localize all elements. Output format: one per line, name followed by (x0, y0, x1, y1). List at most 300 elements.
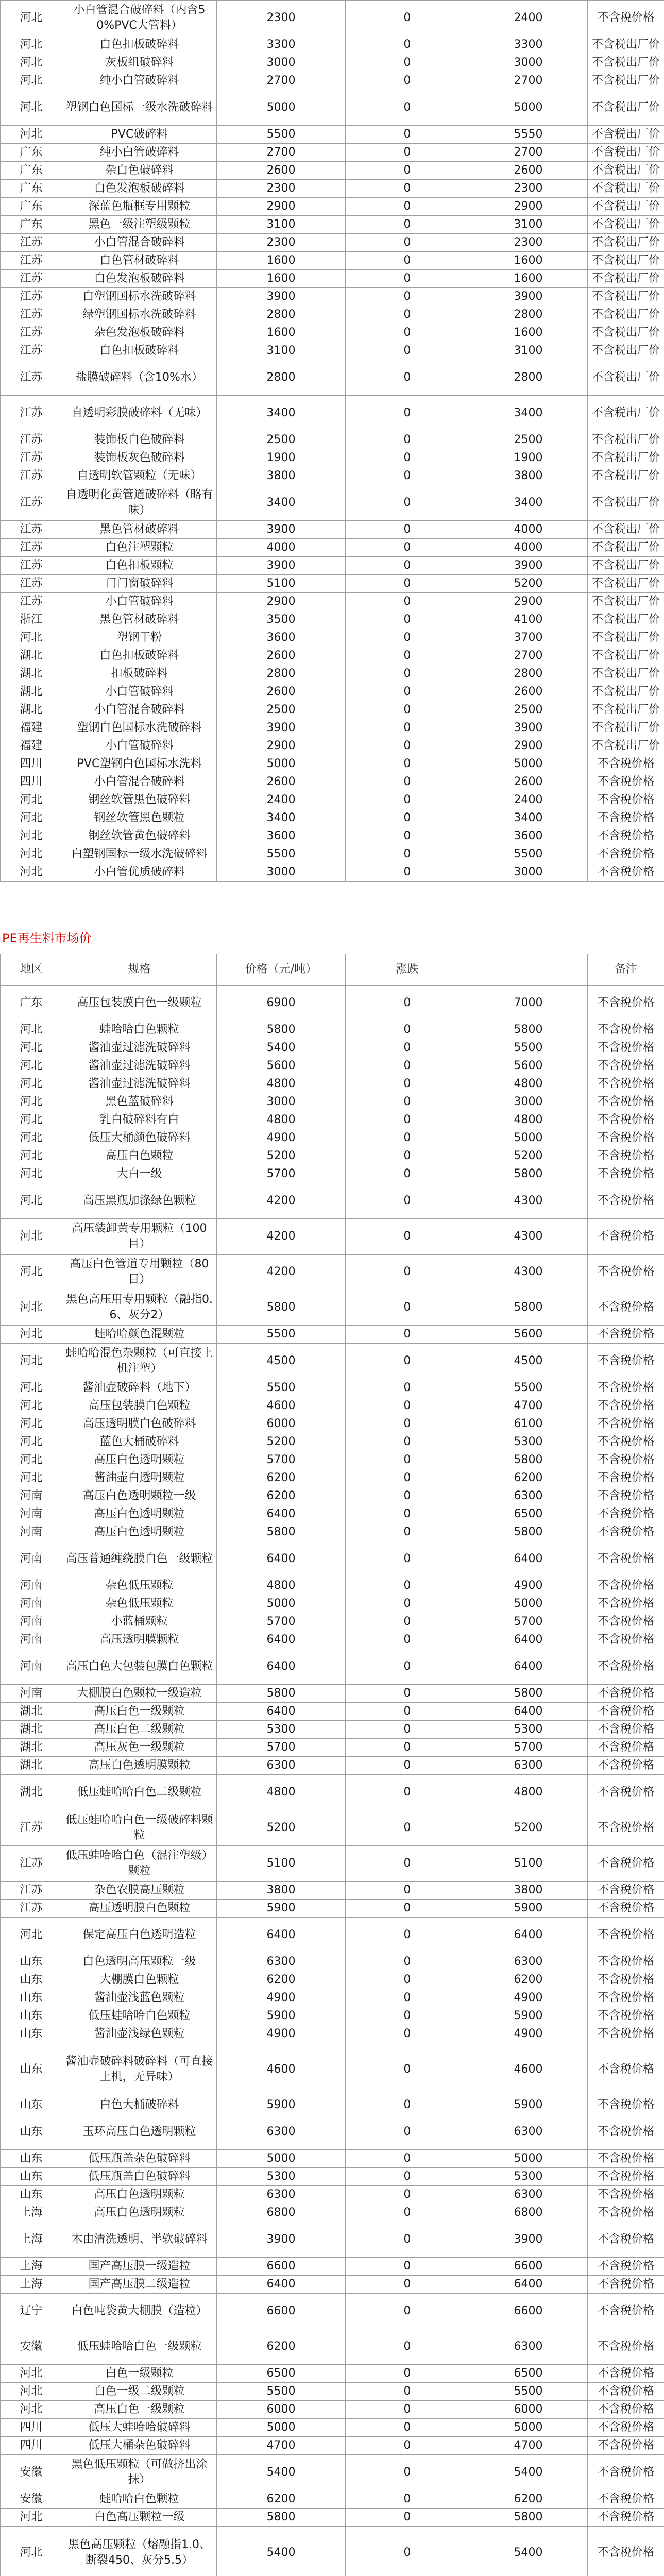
table-row (1, 2096, 664, 2114)
cell-price: 4500 (217, 1344, 346, 1379)
cell-price: 6500 (217, 2365, 346, 2383)
cell-remark: 不含税价格 (588, 1451, 664, 1469)
cell-spec: 酱油壶浅蓝色颗粒 (62, 1989, 217, 2007)
cell-price-prev: 6300 (469, 1487, 588, 1505)
cell-spec: 绿塑钢国标水洗破碎料 (62, 306, 217, 324)
cell-price: 3800 (217, 467, 346, 485)
cell-change: 0 (346, 449, 469, 467)
cell-spec: 扣板破碎料 (62, 665, 217, 683)
cell-price: 6400 (217, 1631, 346, 1649)
cell-change: 0 (346, 1918, 469, 1953)
cell-change: 0 (346, 2294, 469, 2329)
cell-price: 2500 (217, 701, 346, 719)
cell-spec: 杂色农膜高压颗粒 (62, 1882, 217, 1900)
cell-spec: 白色扣板破碎料 (62, 36, 217, 54)
cell-price-prev: 4800 (469, 1075, 588, 1093)
cell-price-prev: 4800 (469, 1775, 588, 1810)
cell-change: 0 (346, 216, 469, 234)
cell-region: 河北 (1, 629, 62, 647)
cell-price-prev: 6400 (469, 1631, 588, 1649)
cell-spec: 小白管破碎料 (62, 737, 217, 755)
cell-region: 上海 (1, 2222, 62, 2258)
cell-spec: 白色一级二级颗粒 (62, 2383, 217, 2401)
cell-remark: 不含税价格 (588, 1326, 664, 1344)
cell-remark: 不含税价格 (588, 2383, 664, 2401)
cell-remark: 不含税价格 (588, 2186, 664, 2204)
cell-remark: 不含税价格 (588, 2222, 664, 2258)
cell-change: 0 (346, 2490, 469, 2509)
cell-price-prev: 2800 (469, 665, 588, 683)
cell-spec: 黑色一级注塑级颗粒 (62, 216, 217, 234)
cell-price: 1900 (217, 449, 346, 467)
cell-spec: 低压蛙哈哈白色（混注塑级）颗粒 (62, 1846, 217, 1882)
cell-price-prev: 6100 (469, 1415, 588, 1433)
table-row (1, 1541, 664, 1577)
cell-remark: 不含税出厂价 (588, 449, 664, 467)
cell-region: 河南 (1, 1649, 62, 1685)
table-row (1, 1147, 664, 1165)
cell-region: 河北 (1, 1165, 62, 1183)
cell-price-prev: 5600 (469, 1057, 588, 1075)
cell-remark: 不含税出厂价 (588, 737, 664, 755)
cell-region: 河北 (1, 72, 62, 90)
cell-spec: 高压透明膜白色颗粒 (62, 1900, 217, 1918)
table-row (1, 2276, 664, 2294)
cell-region: 广东 (1, 986, 62, 1021)
cell-change: 0 (346, 1541, 469, 1577)
cell-spec: 白色高压颗粒一级 (62, 2509, 217, 2527)
cell-region: 河北 (1, 126, 62, 144)
cell-price: 1600 (217, 270, 346, 288)
cell-change: 0 (346, 827, 469, 845)
cell-price-prev: 4900 (469, 1989, 588, 2007)
cell-remark: 不含税价格 (588, 1433, 664, 1451)
cell-spec: 白色扣板破碎料 (62, 342, 217, 360)
cell-price: 5500 (217, 126, 346, 144)
table-row (1, 1971, 664, 1989)
cell-price-prev: 5000 (469, 2419, 588, 2437)
cell-change: 0 (346, 863, 469, 882)
cell-price: 5500 (217, 2383, 346, 2401)
cell-change: 0 (346, 1613, 469, 1631)
table-row (1, 342, 664, 360)
cell-price-prev: 4900 (469, 1577, 588, 1595)
table-row (1, 1111, 664, 1129)
cell-spec: 高压白色一级颗粒 (62, 2401, 217, 2419)
table-row (1, 1219, 664, 1255)
cell-change: 0 (346, 54, 469, 72)
cell-region: 山东 (1, 2043, 62, 2096)
table-row (1, 1757, 664, 1775)
cell-spec: 纯小白管破碎料 (62, 144, 217, 162)
cell-spec: 低压大桶颜色破碎料 (62, 1129, 217, 1147)
table-row (1, 36, 664, 54)
cell-region: 河南 (1, 1505, 62, 1523)
cell-region: 四川 (1, 773, 62, 791)
cell-spec: 大白一级 (62, 1165, 217, 1183)
cell-region: 山东 (1, 2186, 62, 2204)
cell-region: 河北 (1, 1415, 62, 1433)
cell-remark: 不含税价格 (588, 863, 664, 882)
table-row (1, 539, 664, 557)
cell-spec: 酱油壶破碎料（地下） (62, 1379, 217, 1397)
table-row (1, 809, 664, 827)
cell-region: 湖北 (1, 1775, 62, 1810)
cell-spec: 低压蛙哈哈白色一级破碎料颗粒 (62, 1810, 217, 1846)
cell-price-prev: 3400 (469, 396, 588, 431)
cell-price-prev: 2400 (469, 791, 588, 809)
cell-change: 0 (346, 2114, 469, 2150)
table-row (1, 288, 664, 306)
cell-spec: 高压白色颗粒 (62, 1147, 217, 1165)
cell-price: 4600 (217, 2043, 346, 2096)
cell-spec: 白色扣板颗粒 (62, 557, 217, 575)
cell-remark: 不含税价格 (588, 1469, 664, 1487)
cell-price-prev: 6800 (469, 2204, 588, 2222)
cell-price: 6300 (217, 2114, 346, 2150)
cell-region: 河南 (1, 1487, 62, 1505)
cell-price-prev: 4700 (469, 1397, 588, 1415)
cell-change: 0 (346, 773, 469, 791)
cell-spec: 小白管混合破碎料 (62, 701, 217, 719)
cell-change: 0 (346, 36, 469, 54)
table-row (1, 737, 664, 755)
table-row (1, 72, 664, 90)
cell-region: 江苏 (1, 539, 62, 557)
cell-region: 河北 (1, 1075, 62, 1093)
cell-change: 0 (346, 1469, 469, 1487)
cell-remark: 不含税出厂价 (588, 467, 664, 485)
cell-remark: 不含税价格 (588, 773, 664, 791)
header-price: 价格（元/吨） (217, 954, 346, 986)
cell-price: 4700 (217, 2437, 346, 2455)
table-row (1, 306, 664, 324)
cell-region: 山东 (1, 1989, 62, 2007)
cell-region: 安徽 (1, 2329, 62, 2365)
cell-price: 5600 (217, 1057, 346, 1075)
cell-region: 河南 (1, 1577, 62, 1595)
cell-change: 0 (346, 1379, 469, 1397)
cell-spec: 高压白色透明颗粒 (62, 1523, 217, 1541)
cell-remark: 不含税出厂价 (588, 485, 664, 521)
cell-remark: 不含税价格 (588, 827, 664, 845)
cell-price-prev: 5100 (469, 1846, 588, 1882)
cell-price: 1600 (217, 252, 346, 270)
cell-remark: 不含税价格 (588, 1775, 664, 1810)
table-row (1, 719, 664, 737)
cell-spec: 蛙哈哈白色颗粒 (62, 2490, 217, 2509)
cell-price: 4900 (217, 2025, 346, 2043)
cell-price-prev: 5900 (469, 2007, 588, 2025)
table-row (1, 1290, 664, 1326)
cell-spec: 酱油壶过滤洗破碎料 (62, 1075, 217, 1093)
cell-change: 0 (346, 2401, 469, 2419)
cell-spec: 蓝色大桶破碎料 (62, 1433, 217, 1451)
cell-region: 河北 (1, 1433, 62, 1451)
cell-change: 0 (346, 1255, 469, 1290)
table-row (1, 2204, 664, 2222)
cell-region: 河北 (1, 1379, 62, 1397)
cell-spec: 装饰板灰色破碎料 (62, 449, 217, 467)
cell-price: 2300 (217, 234, 346, 252)
cell-change: 0 (346, 270, 469, 288)
cell-change: 0 (346, 144, 469, 162)
cell-spec: 杂色发泡板破碎料 (62, 324, 217, 342)
cell-change: 0 (346, 1739, 469, 1757)
cell-price: 2900 (217, 593, 346, 611)
cell-price-prev: 5800 (469, 1523, 588, 1541)
cell-price-prev: 6400 (469, 1649, 588, 1685)
cell-remark: 不含税出厂价 (588, 396, 664, 431)
table-row (1, 1846, 664, 1882)
cell-change: 0 (346, 2365, 469, 2383)
cell-price: 3300 (217, 36, 346, 54)
cell-region: 安徽 (1, 2490, 62, 2509)
cell-remark: 不含税价格 (588, 1344, 664, 1379)
cell-price-prev: 6300 (469, 1757, 588, 1775)
cell-price-prev: 3900 (469, 2222, 588, 2258)
cell-price-prev: 6400 (469, 1541, 588, 1577)
cell-price: 5400 (217, 2455, 346, 2490)
cell-spec: 国产高压膜二级造粒 (62, 2276, 217, 2294)
cell-remark: 不含税出厂价 (588, 647, 664, 665)
cell-remark: 不含税出厂价 (588, 252, 664, 270)
header-region: 地区 (1, 954, 62, 986)
cell-change: 0 (346, 1183, 469, 1219)
cell-price: 4200 (217, 1183, 346, 1219)
cell-price-prev: 5800 (469, 1451, 588, 1469)
cell-remark: 不含税价格 (588, 986, 664, 1021)
cell-change: 0 (346, 611, 469, 629)
cell-price-prev: 4000 (469, 539, 588, 557)
cell-price: 5700 (217, 1613, 346, 1631)
cell-price-prev: 5800 (469, 1165, 588, 1183)
cell-price: 5900 (217, 1900, 346, 1918)
table-row (1, 611, 664, 629)
cell-price-prev: 2300 (469, 180, 588, 198)
cell-region: 山东 (1, 2114, 62, 2150)
cell-price-prev: 2300 (469, 234, 588, 252)
cell-region: 四川 (1, 755, 62, 773)
cell-change: 0 (346, 1093, 469, 1111)
cell-price-prev: 5000 (469, 2150, 588, 2168)
table-row (1, 2258, 664, 2276)
cell-price-prev: 2800 (469, 306, 588, 324)
cell-spec: 黑色低压颗粒（可做挤出涂抹） (62, 2455, 217, 2490)
cell-price-prev: 2500 (469, 701, 588, 719)
cell-region: 江苏 (1, 431, 62, 449)
cell-change: 0 (346, 1523, 469, 1541)
cell-remark: 不含税价格 (588, 845, 664, 863)
cell-price-prev: 3000 (469, 1093, 588, 1111)
cell-spec: 塑钢干粉 (62, 629, 217, 647)
cell-remark: 不含税价格 (588, 1631, 664, 1649)
cell-remark: 不含税价格 (588, 1703, 664, 1721)
table-row (1, 360, 664, 396)
cell-region: 河北 (1, 1147, 62, 1165)
cell-change: 0 (346, 234, 469, 252)
cell-spec: 门门窗破碎料 (62, 575, 217, 593)
cell-spec: 小白管混合破碎料 (62, 234, 217, 252)
cell-price-prev: 6500 (469, 2365, 588, 2383)
cell-price: 4200 (217, 1255, 346, 1290)
cell-price-prev: 1600 (469, 324, 588, 342)
table-row (1, 198, 664, 216)
cell-remark: 不含税价格 (588, 1739, 664, 1757)
cell-region: 河北 (1, 863, 62, 882)
cell-spec: 酱油壶浅绿色颗粒 (62, 2025, 217, 2043)
cell-price-prev: 6200 (469, 1469, 588, 1487)
table-row (1, 1505, 664, 1523)
cell-region: 江苏 (1, 270, 62, 288)
table-row (1, 1021, 664, 1039)
cell-remark: 不含税出厂价 (588, 54, 664, 72)
cell-price-prev: 5300 (469, 2168, 588, 2186)
cell-price: 4800 (217, 1775, 346, 1810)
cell-spec: 高压灰色一级颗粒 (62, 1739, 217, 1757)
cell-change: 0 (346, 342, 469, 360)
cell-price: 5000 (217, 90, 346, 126)
cell-remark: 不含税价格 (588, 1989, 664, 2007)
table-row (1, 2114, 664, 2150)
cell-price-prev: 2700 (469, 144, 588, 162)
cell-price-prev: 5300 (469, 1721, 588, 1739)
cell-remark: 不含税价格 (588, 2437, 664, 2455)
cell-price: 6600 (217, 2258, 346, 2276)
cell-price-prev: 2600 (469, 162, 588, 180)
cell-price-prev: 4300 (469, 1219, 588, 1255)
cell-price-prev: 5400 (469, 2455, 588, 2490)
cell-remark: 不含税价格 (588, 2168, 664, 2186)
cell-change: 0 (346, 1577, 469, 1595)
table-row (1, 1397, 664, 1415)
cell-price: 6000 (217, 2401, 346, 2419)
cell-price: 3000 (217, 54, 346, 72)
cell-price-prev: 2600 (469, 773, 588, 791)
cell-remark: 不含税出厂价 (588, 162, 664, 180)
cell-remark: 不含税出厂价 (588, 593, 664, 611)
cell-remark: 不含税价格 (588, 2490, 664, 2509)
cell-region: 广东 (1, 144, 62, 162)
cell-remark: 不含税价格 (588, 1505, 664, 1523)
table-row (1, 1433, 664, 1451)
cell-change: 0 (346, 1953, 469, 1971)
cell-spec: 白塑钢国标一级水洗破碎料 (62, 845, 217, 863)
cell-spec: 塑钢白色国标水洗破碎料 (62, 719, 217, 737)
cell-remark: 不含税价格 (588, 2043, 664, 2096)
section-title: PE再生料市场价 (2, 931, 92, 945)
cell-price: 6000 (217, 1415, 346, 1433)
cell-price: 5200 (217, 1810, 346, 1846)
table-row (1, 791, 664, 809)
cell-region: 河北 (1, 2365, 62, 2383)
table-row (1, 683, 664, 701)
cell-spec: 蛙哈哈混色杂颗粒（可直接上机注塑） (62, 1344, 217, 1379)
cell-price-prev: 3100 (469, 342, 588, 360)
cell-change: 0 (346, 1147, 469, 1165)
cell-change: 0 (346, 755, 469, 773)
cell-price: 1600 (217, 324, 346, 342)
cell-remark: 不含税出厂价 (588, 234, 664, 252)
cell-change: 0 (346, 1021, 469, 1039)
cell-region: 安徽 (1, 2455, 62, 2490)
cell-price: 6300 (217, 1757, 346, 1775)
cell-spec: 杂色低压颗粒 (62, 1595, 217, 1613)
cell-change: 0 (346, 2168, 469, 2186)
cell-change: 0 (346, 2329, 469, 2365)
table-row (1, 2294, 664, 2329)
cell-price: 5700 (217, 1451, 346, 1469)
cell-region: 四川 (1, 2437, 62, 2455)
table-row (1, 2509, 664, 2527)
table-row (1, 2043, 664, 2096)
cell-price: 3900 (217, 557, 346, 575)
cell-remark: 不含税价格 (588, 1613, 664, 1631)
cell-price: 5300 (217, 1721, 346, 1739)
cell-spec: 高压黑瓶加涤绿色颗粒 (62, 1183, 217, 1219)
cell-spec: 小白管混合破碎料（内含50%PVC大管料） (62, 1, 217, 36)
cell-price: 5800 (217, 1021, 346, 1039)
cell-spec: 白色发泡板破碎料 (62, 270, 217, 288)
cell-remark: 不含税价格 (588, 1111, 664, 1129)
cell-price-prev: 4600 (469, 2043, 588, 2096)
cell-remark: 不含税价格 (588, 1953, 664, 1971)
cell-region: 辽宁 (1, 2294, 62, 2329)
cell-price-prev: 5800 (469, 1290, 588, 1326)
cell-price: 2600 (217, 773, 346, 791)
cell-spec: 国产高压膜一级造粒 (62, 2258, 217, 2276)
table-row (1, 1255, 664, 1290)
table-row (1, 1721, 664, 1739)
cell-remark: 不含税价格 (588, 1397, 664, 1415)
cell-change: 0 (346, 1415, 469, 1433)
table-row (1, 1900, 664, 1918)
cell-change: 0 (346, 1775, 469, 1810)
cell-spec: 黑色高压颗粒（熔融指1.0、断裂450、灰分5.5） (62, 2527, 217, 2576)
cell-price: 5900 (217, 2096, 346, 2114)
cell-remark: 不含税出厂价 (588, 198, 664, 216)
table-row (1, 324, 664, 342)
cell-spec: 低压瓶盖白色破碎料 (62, 2168, 217, 2186)
cell-price: 5500 (217, 1326, 346, 1344)
table-row (1, 575, 664, 593)
cell-price: 5000 (217, 755, 346, 773)
cell-spec: 白色管材破碎料 (62, 252, 217, 270)
cell-price: 2900 (217, 737, 346, 755)
cell-spec: 低压大桶杂色破碎料 (62, 2437, 217, 2455)
cell-price-prev: 5500 (469, 845, 588, 863)
cell-region: 江苏 (1, 306, 62, 324)
cell-price-prev: 3000 (469, 863, 588, 882)
cell-change: 0 (346, 683, 469, 701)
cell-price: 6400 (217, 1649, 346, 1685)
cell-remark: 不含税价格 (588, 1255, 664, 1290)
cell-price-prev: 5550 (469, 126, 588, 144)
table-row (1, 2490, 664, 2509)
cell-price-prev: 6600 (469, 2258, 588, 2276)
cell-spec: 白色吨袋黄大棚膜（造粒） (62, 2294, 217, 2329)
table-row (1, 1057, 664, 1075)
cell-change: 0 (346, 2222, 469, 2258)
cell-price-prev: 6400 (469, 1703, 588, 1721)
cell-price-prev: 3400 (469, 485, 588, 521)
cell-region: 河北 (1, 2509, 62, 2527)
cell-change: 0 (346, 1631, 469, 1649)
cell-spec: 白色大桶破碎料 (62, 2096, 217, 2114)
cell-region: 河北 (1, 827, 62, 845)
table-row (1, 557, 664, 575)
cell-region: 江苏 (1, 342, 62, 360)
